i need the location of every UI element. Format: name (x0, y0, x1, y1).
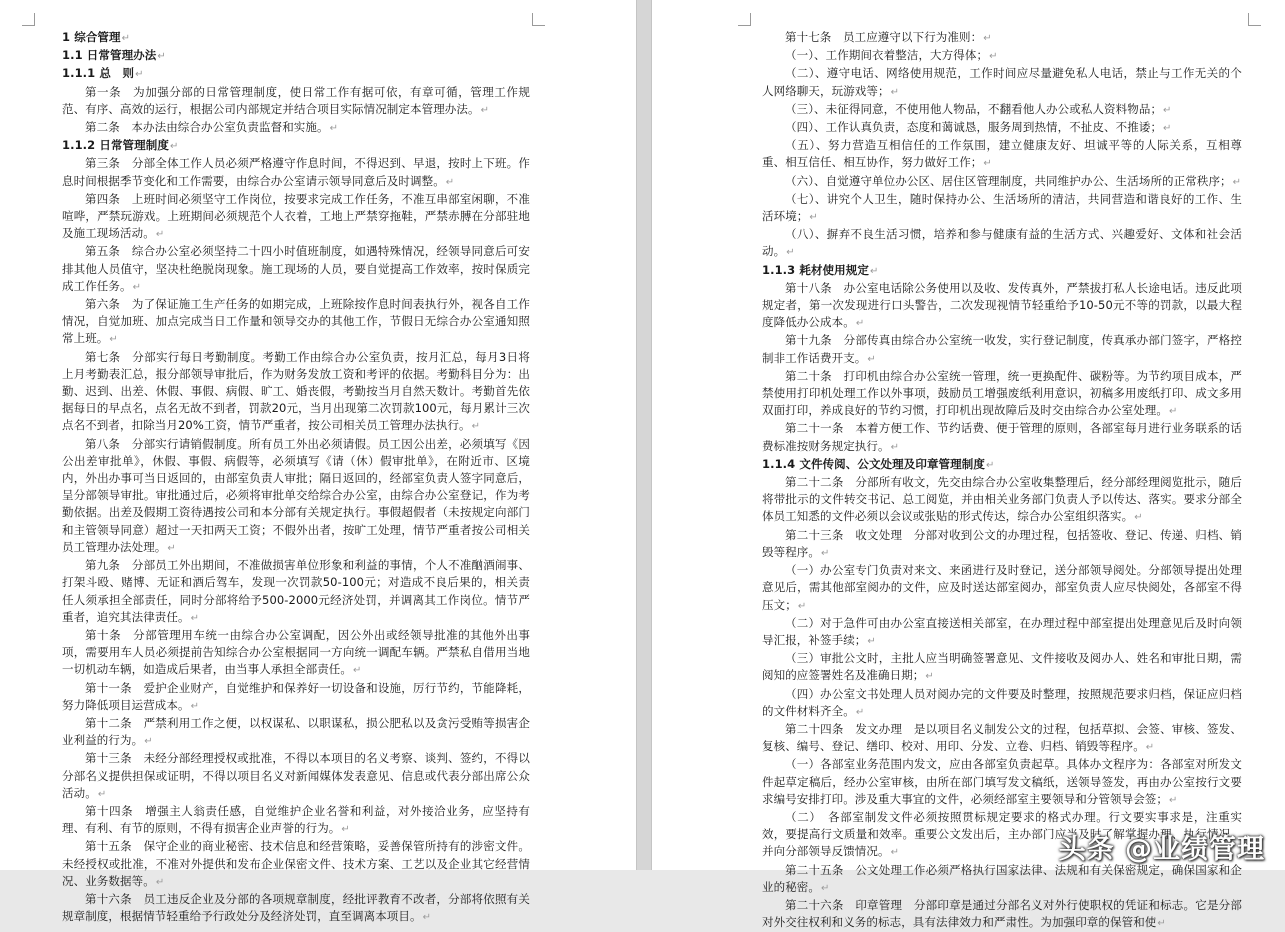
body-paragraph (62, 557, 530, 627)
body-paragraph (62, 243, 530, 296)
paragraph-mark-icon: ↵ (1163, 123, 1172, 135)
paragraph-text: 第十五条 保守企业的商业秘密、技术信息和经营策略，妥善保管所持有的涉密文件。未经授权或批准，不准对外提供和发布企业保密文件、技术方案、工艺以及企业其它经营情况、业务数据等。 (62, 839, 530, 888)
paragraph-mark-icon: ↵ (341, 824, 350, 836)
paragraph-mark-icon: ↵ (797, 600, 807, 612)
paragraph-text: （一）、工作期间衣着整洁，大方得体； (785, 48, 989, 63)
paragraph-text: 第一条 为加强分部的日常管理制度，使日常工作有据可依，有章可循，管理工作规范、有序、高效的运行，根据公司内部规定并结合项目实际情况制定本管理办法。 (62, 84, 530, 116)
paragraph-text: 第九条 分部员工外出期间，不准做损害单位形象和利益的事情，个人不准酗酒闹事、打架斗殴、赌博、无证和酒后驾车，发现一次罚款50-100元；对造成不良后果的，相关责任人须承担全部责任，同时分部将给予500-2000元经济处罚，并调离其工作岗位。情节严重者，追究其法律责任。 (62, 558, 530, 624)
paragraph-text: （二） 各部室制发文件必须按照贯标规定要求的格式办理。行文要实事求是，注重实效，要提高行文质量和效率。重要公文发出后，主办部门应当及时了解掌握办理、执行情况，并向分部领导反馈情况。 (762, 809, 1242, 859)
paragraph-mark-icon: ↵ (190, 700, 200, 712)
paragraph-text: （八）、摒弃不良生活习惯，培养和参与健康有益的生活方式、兴趣爱好、文体和社会活动。 (762, 227, 1242, 259)
paragraph-mark-icon: ↵ (190, 612, 200, 624)
paragraph-text: （五）、努力营造互相信任的工作氛围，建立健康友好、坦诚平等的人际关系，互相尊重、相互信任、相互协作，努力做好工作； (762, 138, 1242, 170)
paragraph-mark-icon: ↵ (1232, 176, 1242, 188)
paragraph-text: 第二十一条 本着方便工作、节约话费、便于管理的原则，各部室每月进行业务联系的话费标准按财务规定执行。 (762, 421, 1242, 453)
section-heading (62, 47, 530, 65)
paragraph-text: （七）、讲究个人卫生，随时保持办公、生活场所的清洁，共同营造和谐良好的工作、生活环境； (762, 191, 1242, 224)
paragraph-text: 第十一条 爱护企业财产，自觉维护和保养好一切设备和设施，厉行节约，节能降耗，努力降低项目运营成本。 (62, 680, 530, 712)
paragraph-mark-icon: ↵ (890, 86, 900, 98)
paragraph-text: 第二十三条 收文处理 分部对收到公文的办理过程，包括签收、登记、传递、归档、销毁等程序。 (762, 527, 1242, 559)
paragraph-text: （三）、未征得同意，不使用他人物品，不翻看他人办公或私人资料物品； (785, 101, 1163, 116)
page-text-body[interactable] (762, 29, 1242, 932)
paragraph-text: 1 综合管理 (62, 30, 121, 44)
paragraph-text: 第八条 分部实行请销假制度。所有员工外出必须请假。员工因公出差，必须填写《因公出差审批单》，休假、事假、病假等，必须填写《请（休）假审批单》，在附近市、区境内，外出办事可当日返回的，由部室负责人审批；隔日返回的，经部室负责人签字同意后，呈分部领导审批。审批通过后，必须将审批单交给综合办公室，由综合办公室登记，作为考勤依据。出差及假期工资待遇按公司和本分部有关规定执行。事假超假者（未按规定向部门和主管领导同意）超过一天扣两天工资；不假外出者，按旷工处理，情节严重者按公司相关员工管理办法处理。 (62, 436, 530, 554)
body-paragraph (62, 436, 530, 557)
paragraph-mark-icon: ↵ (867, 635, 876, 647)
paragraph-text: （二）对于急件可由办公室直接送相关部室，在办理过程中部室提出处理意见后及时向领导汇报，补签手续； (762, 615, 1242, 647)
paragraph-text: 第十八条 办公室电话除公务使用以及收、发传真外，严禁拔打私人长途电话。违反此项规定者，第一次发现进行口头警告，二次发现视情节轻重给予10-50元不等的罚款，以最大程度降低办公成本。 (762, 280, 1242, 330)
document-page-right (652, 0, 1285, 930)
paragraph-text: 第十条 分部管理用车统一由综合办公室调配，因公外出或经领导批准的其他外出事项，需要用车人员必须提前告知综合办公室根据同一方向统一调配车辆。严禁私自借用当地一切机动车辆，如造成后果者，由当事人承担全部责任。 (62, 627, 530, 677)
paragraph-mark-icon: ↵ (445, 176, 455, 188)
paragraph-mark-icon: ↵ (821, 882, 830, 894)
body-paragraph (762, 721, 1242, 756)
section-heading (762, 262, 1242, 280)
paragraph-mark-icon: ↵ (167, 542, 176, 554)
paragraph-text: 第二十二条 分部所有收文，先交由综合办公室收集整理后，经分部经理阅览批示，随后将带批示的文件转交书记、总工阅览，并由相关业务部门负责人予以传达、落实。要求分部全体员工知悉的文件必须以会议或张贴的形式传达，综合办公室组织落实。 (762, 475, 1242, 524)
paragraph-text: 第二十六条 印章管理 分部印章是通过分部名义对外行使职权的凭证和标志。它是分部对外交往权利和义务的标志，具有法律效力和严肃性。为加强印章的保管和使 (762, 897, 1242, 930)
margin-corner-mark (22, 13, 35, 26)
paragraph-mark-icon: ↵ (786, 247, 795, 259)
paragraph-text: （三）审批公文时，主批人应当明确签署意见、文件接收及阅办人、姓名和审批日期，需阅知的应签署姓名及准确日期； (762, 651, 1242, 683)
paragraph-mark-icon: ↵ (121, 33, 131, 44)
body-paragraph (62, 750, 530, 803)
paragraph-mark-icon: ↵ (809, 212, 818, 224)
body-paragraph (62, 627, 530, 680)
body-paragraph (62, 119, 530, 137)
body-paragraph (62, 680, 530, 715)
body-paragraph (762, 420, 1242, 455)
paragraph-mark-icon: ↵ (471, 421, 481, 433)
paragraph-text: （六）、自觉遵守单位办公区、居住区管理制度，共同维护办公、生活场所的正常秩序； (785, 173, 1232, 188)
paragraph-text: 第二十五条 公文处理工作必须严格执行国家法律、法规和有关保密规定，确保国家和企业的秘密。 (762, 862, 1242, 894)
paragraph-mark-icon: ↵ (890, 441, 900, 453)
paragraph-mark-icon: ↵ (890, 847, 900, 859)
body-paragraph (762, 474, 1242, 527)
paragraph-text: 第十二条 严禁利用工作之便，以权谋私、以职谋私，损公肥私以及贪污受贿等损害企业利益的行为。 (62, 715, 530, 748)
body-paragraph (762, 101, 1242, 119)
body-paragraph (762, 47, 1242, 65)
paragraph-text: 第十九条 分部传真由综合办公室统一收发，实行登记制度，传真承办部门签字，严格控制非工作话费开支。 (762, 333, 1242, 365)
page-text-body[interactable] (62, 29, 530, 926)
paragraph-text: 第十七条 员工应遵守以下行为准则： (785, 30, 983, 44)
body-paragraph (62, 84, 530, 119)
paragraph-text: 第二条 本办法由综合办公室负责监督和实施。 (85, 120, 329, 135)
paragraph-mark-icon: ↵ (97, 788, 107, 800)
paragraph-mark-icon: ↵ (867, 353, 876, 365)
body-paragraph (762, 562, 1242, 615)
paragraph-mark-icon: ↵ (422, 912, 432, 924)
paragraph-mark-icon: ↵ (983, 33, 992, 44)
margin-corner-mark (1248, 13, 1261, 26)
paragraph-mark-icon: ↵ (135, 69, 144, 81)
body-paragraph (762, 65, 1242, 100)
paragraph-mark-icon: ↵ (925, 671, 934, 683)
paragraph-text: 第十三条 未经分部经理授权或批准，不得以本项目的名义考察、谈判、签约，不得以分部名义提供担保或证明，不得以项目名义对新闻媒体发表意见、信息或代表分部出席公众活动。 (62, 751, 530, 800)
body-paragraph (62, 296, 530, 349)
paragraph-mark-icon: ↵ (144, 736, 153, 748)
body-paragraph (62, 155, 530, 190)
body-paragraph (62, 715, 530, 750)
paragraph-text: （一）办公室专门负责对来文、来函进行及时登记，送分部领导阅处。分部领导提出处理意见后，需其他部室阅办的文件，应及时送达部室阅办，部室负责人应尽快阅处，各部室不得压文； (762, 563, 1242, 612)
document-page-left (0, 0, 636, 924)
body-paragraph (62, 349, 530, 436)
paragraph-text: 第六条 为了保证施工生产任务的如期完成，上班除按作息时间表执行外，视各自工作情况，自觉加班、加点完成当日工作量和领导交办的其他工作，节假日无综合办公室通知照常上班。 (62, 297, 530, 346)
paragraph-mark-icon: ↵ (155, 229, 165, 241)
paragraph-text: 第二十条 打印机由综合办公室统一管理，统一更换配件、碳粉等。为节约项目成本，严禁使用打印机处理工作以外事项，鼓励员工增强废纸利用意识，初稿多用废纸打印、成文多用双面打印，养成良好的节约习惯，打印机出现故障后及时交由综合办公室处理。 (762, 368, 1242, 418)
body-paragraph (762, 368, 1242, 421)
body-paragraph (762, 686, 1242, 721)
body-paragraph (762, 137, 1242, 172)
paragraph-text: 1.1.4 文件传阅、公文处理及印章管理制度 (762, 456, 985, 471)
body-paragraph (762, 527, 1242, 562)
body-paragraph (762, 280, 1242, 333)
body-paragraph (62, 803, 530, 838)
body-paragraph (62, 191, 530, 244)
paragraph-text: 第七条 分部实行每日考勤制度。考勤工作由综合办公室负责，按月汇总，每月3日将上月考勤表汇总，报分部领导审批后，作为财务发放工资和考评的依据。考勤科目分为：出勤、迟到、出差、休假、事假、病假、旷工、婚丧假，考勤按当月自然天数计。考勤首先依据每日的早点名，点名无故不到者，罚款20元，当月出现第二次罚款100元，每月累计三次点名不到者，扣除当月20%工资，情节严重者，按公司相关员工管理办法执行。 (62, 349, 530, 433)
paragraph-text: 1.1.3 耗材使用规定 (762, 262, 869, 277)
paragraph-mark-icon: ↵ (353, 665, 362, 677)
section-heading (62, 29, 530, 47)
body-paragraph (762, 862, 1242, 897)
paragraph-mark-icon: ↵ (109, 334, 118, 346)
paragraph-text: （四）办公室文书处理人员对阅办完的文件要及时整理，按照规范要求归档，保证应归档的文件材料齐全。 (762, 686, 1242, 718)
paragraph-text: 第十四条 增强主人翁责任感，自觉维护企业名誉和利益，对外接洽业务，应坚持有理、有利、有节的原则，不得有损害企业声誉的行为。 (62, 803, 530, 836)
body-paragraph (762, 756, 1242, 809)
paragraph-text: 第四条 上班时间必须坚守工作岗位，按要求完成工作任务，不准互串部室闲聊，不准喧哗，严禁玩游戏。上班期间必须规范个人衣着，工地上严禁穿拖鞋，严禁赤膊在分部驻地及施工现场活动。 (62, 191, 530, 241)
paragraph-mark-icon: ↵ (1157, 918, 1166, 930)
paragraph-mark-icon: ↵ (1163, 104, 1172, 116)
paragraph-text: 1.1 日常管理办法 (62, 48, 157, 63)
paragraph-mark-icon: ↵ (132, 281, 142, 293)
paragraph-text: （一）各部室业务范围内发文，应由各部室负责起草。具体办文程序为：各部室对所发文件起草定稿后，经办公室审核，由所在部门填写发文稿纸，送领导签发，再由办公室按行文要求编号安排打印。涉及重大事宜的文件，必须经部室主要领导和分管领导会签； (762, 757, 1242, 806)
paragraph-mark-icon: ↵ (155, 876, 165, 888)
margin-corner-mark (532, 13, 545, 26)
paragraph-mark-icon: ↵ (169, 141, 179, 153)
paragraph-text: 第二十四条 发文办理 是以项目名义制发公文的过程，包括草拟、会签、审核、签发、复核、编号、登记、缮印、校对、用印、分发、立卷、归档、销毁等程序。 (762, 721, 1242, 754)
section-heading (62, 65, 530, 83)
body-paragraph (762, 191, 1242, 226)
body-paragraph (762, 173, 1242, 191)
paragraph-mark-icon: ↵ (985, 459, 995, 471)
body-paragraph (762, 226, 1242, 261)
paragraph-mark-icon: ↵ (1169, 794, 1178, 806)
paragraph-text: 第十六条 员工违反企业及分部的各项规章制度，经批评教育不改者，分部将依照有关规章制度，根据情节轻重给予行政处分及经济处罚，直至调离本项目。 (62, 891, 530, 924)
paragraph-mark-icon: ↵ (1134, 512, 1143, 524)
body-paragraph (62, 838, 530, 891)
paragraph-mark-icon: ↵ (480, 104, 490, 116)
paragraph-mark-icon: ↵ (855, 318, 865, 330)
paragraph-text: 1.1.1 总 则 (62, 66, 135, 81)
margin-corner-mark (738, 13, 751, 26)
body-paragraph (762, 332, 1242, 367)
paragraph-mark-icon: ↵ (821, 547, 830, 559)
paragraph-text: 第五条 综合办公室必须坚持二十四小时值班制度，如遇特殊情况，经领导同意后可安排其他人员值守，坚决杜绝脱岗现象。施工现场的人员，要自觉提高工作效率，按时保质完成工作任务。 (62, 244, 530, 293)
body-paragraph (762, 29, 1242, 47)
paragraph-mark-icon: ↵ (869, 265, 879, 277)
paragraph-text: 1.1.2 日常管理制度 (62, 138, 169, 153)
paragraph-mark-icon: ↵ (855, 706, 865, 718)
watermark-text: 头条 @业绩管理 (1058, 834, 1265, 865)
paragraph-mark-icon: ↵ (983, 158, 992, 170)
body-paragraph (762, 615, 1242, 650)
paragraph-text: （二）、遵守电话、网络使用规范，工作时间应尽量避免私人电话，禁止与工作无关的个人网络聊天，玩游戏等； (762, 66, 1242, 98)
body-paragraph (762, 650, 1242, 685)
paragraph-text: （四）、工作认真负责，态度和蔼诚恳，服务周到热情，不扯皮、不推诿； (785, 120, 1163, 135)
paragraph-mark-icon: ↵ (157, 51, 166, 63)
body-paragraph (62, 891, 530, 926)
paragraph-text: 第三条 分部全体工作人员必须严格遵守作息时间，不得迟到、早退，按时上下班。作息时间根据季节变化和工作需要，由综合办公室请示领导同意后及时调整。 (62, 156, 530, 188)
paragraph-mark-icon: ↵ (329, 123, 339, 135)
page-separator (636, 0, 652, 870)
paragraph-mark-icon: ↵ (1145, 742, 1155, 754)
paragraph-mark-icon: ↵ (1169, 406, 1178, 418)
section-heading (762, 456, 1242, 474)
section-heading (62, 137, 530, 155)
paragraph-mark-icon: ↵ (989, 51, 998, 63)
body-paragraph (762, 119, 1242, 137)
body-paragraph (762, 897, 1242, 932)
